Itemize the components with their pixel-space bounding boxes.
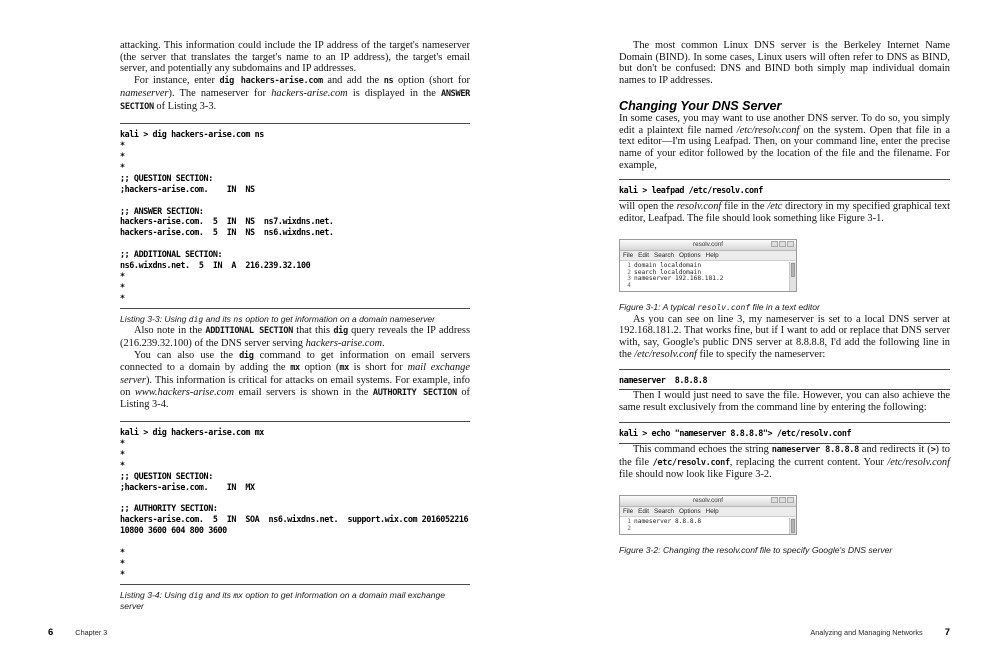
text-run: Figure 3-2: Changing the resolv.conf file to specify Google's DNS server xyxy=(619,544,893,555)
text-run: /etc/resolv.conf xyxy=(887,456,950,468)
paragraph-in-some-cases xyxy=(619,113,950,172)
code-line: ;hackers-arise.com. IN NS xyxy=(120,183,255,194)
window-title: resolv.conf xyxy=(693,240,723,248)
line-text xyxy=(634,282,638,289)
text-run: This command echoes the string xyxy=(633,443,772,455)
footer-right xyxy=(810,622,950,640)
paragraph-attacking xyxy=(120,40,470,75)
menu-item-search: Search xyxy=(654,251,674,259)
code-line: hackers-arise.com. 5 IN SOA ns6.wixdns.net. support.wix.com 2016052216 xyxy=(120,514,469,525)
code-line: * xyxy=(120,281,125,292)
code-line: nameserver 8.8.8.8 xyxy=(619,374,708,385)
text-run: and add the xyxy=(322,75,384,87)
text-run: mail exchange server xyxy=(120,362,470,387)
code-line xyxy=(120,536,470,547)
menu-item-search: Search xyxy=(654,507,674,515)
text-run: and its xyxy=(203,313,234,324)
code-line: * xyxy=(120,568,125,579)
text-run: www.hackers-arise.com xyxy=(134,386,234,398)
menu-item-edit: Edit xyxy=(638,507,650,515)
code-line: kali > echo "nameserver 8.8.8.8"> /etc/resolv.conf xyxy=(619,427,852,438)
line-number: 3 xyxy=(627,275,631,283)
code-line: * xyxy=(120,547,125,558)
menu-item-file: File xyxy=(623,507,634,515)
text-run: nameserver 8.8.8.8 xyxy=(771,444,859,455)
code-line: * xyxy=(120,459,125,470)
listing-3-3-code xyxy=(120,123,470,309)
paragraph-for-instance xyxy=(120,75,470,113)
text-run: that this xyxy=(292,325,334,337)
text-run: and its xyxy=(203,589,234,600)
text-run: /etc/resolv.conf xyxy=(736,124,800,136)
file-content xyxy=(622,519,788,533)
text-run: of Listing 3-3. xyxy=(153,100,217,112)
paragraph-then-i-would xyxy=(619,390,950,413)
code-line: * xyxy=(120,271,125,281)
text-run: You can also use the xyxy=(134,349,240,361)
text-run: ) to the file xyxy=(619,443,950,468)
code-line: kali > dig hackers-arise.com ns xyxy=(120,129,264,140)
text-run: file in the xyxy=(721,201,768,213)
text-run: on the system. Open that file in a text editor—I'm using Leafpad. Then, on your command line, enter the precise name of your editor followed by the location of the file and the filename. For example, xyxy=(619,124,950,171)
paragraph-this-command xyxy=(619,444,950,481)
text-run: hackers-arise.com xyxy=(271,87,348,99)
code-line: * xyxy=(120,292,125,303)
code-line xyxy=(120,493,470,504)
code-line xyxy=(120,195,470,206)
close-icon xyxy=(787,497,794,503)
text-run: option (short for xyxy=(393,75,470,87)
window-text-area xyxy=(620,517,796,534)
code-line: hackers-arise.com. 5 IN NS ns7.wixdns.net. xyxy=(120,216,334,227)
menu-item-options: Options xyxy=(678,507,701,515)
window-titlebar xyxy=(620,496,796,507)
menu-item-options: Options xyxy=(678,251,701,259)
text-run: Then I would just need to save the file. However, you can also achieve the same result exclusively from the command line by entering the following: xyxy=(619,390,950,414)
text-run: mx xyxy=(339,363,349,374)
text-run: directory in my specified graphical text editor, Leafpad. The file should look something like Figure 3-1. xyxy=(619,201,950,224)
code-line: ;; QUESTION SECTION: xyxy=(120,470,213,481)
line-text: domain localdomain xyxy=(634,261,702,269)
line-text xyxy=(634,525,638,532)
code-line: ;hackers-arise.com. IN MX xyxy=(120,481,255,492)
maximize-icon xyxy=(779,497,786,503)
scrollbar-thumb xyxy=(791,263,795,277)
text-run: In some cases, you may want to use another DNS server. To do so, you simply edit a plaintext file named xyxy=(619,112,950,136)
text-run: Figure 3-1: A typical xyxy=(619,302,698,313)
paragraph-will-open xyxy=(619,201,950,224)
text-run: file in a text editor xyxy=(750,302,820,313)
text-run: resolv.conf xyxy=(676,201,722,213)
text-run: dig xyxy=(333,326,348,337)
footer-left xyxy=(48,622,107,640)
code-line: ns6.wixdns.net. 5 IN A 216.239.32.100 xyxy=(120,260,311,271)
text-run: file should now look like Figure 3-2. xyxy=(619,469,772,481)
section-heading-changing-dns: Changing Your DNS Server xyxy=(619,98,782,113)
window-controls xyxy=(771,497,794,503)
code-line: ;; ADDITIONAL SECTION: xyxy=(120,249,223,260)
code-line: * xyxy=(120,448,125,459)
figure-3-1-leafpad-window xyxy=(619,239,797,293)
text-run: is displayed in the xyxy=(347,87,442,99)
code-line: kali > dig hackers-arise.com mx xyxy=(120,427,264,438)
chapter-title-label: Analyzing and Managing Networks xyxy=(810,628,923,637)
text-run: attacking. This information could include the IP address of the target's nameserver (the server that translates the target's name to an IP address), the target's email server, and potentially any subdomains and IP addresses. xyxy=(120,40,470,75)
code-line: hackers-arise.com. 5 IN NS ns6.wixdns.net. xyxy=(120,227,334,238)
text-run: dig xyxy=(239,350,254,361)
page-number: 7 xyxy=(944,627,950,638)
text-run: command to get information on email servers connected to a domain by adding the xyxy=(120,349,470,374)
text-run: file to specify the nameserver: xyxy=(696,348,826,360)
text-run: dig xyxy=(188,590,204,600)
code-line: kali > leafpad /etc/resolv.conf xyxy=(619,185,763,196)
window-titlebar xyxy=(620,240,796,251)
code-line: ;; QUESTION SECTION: xyxy=(120,172,213,183)
line-text: nameserver 8.8.8.8 xyxy=(634,517,702,525)
code-line: ;; AUTHORITY SECTION: xyxy=(120,503,218,514)
code-line: * xyxy=(120,438,125,449)
page-number: 6 xyxy=(48,627,54,638)
text-run: is short for xyxy=(348,362,408,374)
menu-item-file: File xyxy=(623,251,634,259)
line-text: nameserver 192.168.181.2 xyxy=(634,275,724,283)
text-run: option to get information on a domain mail exchange server xyxy=(120,589,446,612)
listing-3-3-caption xyxy=(120,314,470,326)
figure-3-2-caption xyxy=(619,545,950,556)
text-run: email servers is shown in the xyxy=(234,386,373,398)
line-number: 1 xyxy=(627,517,631,525)
code-leafpad-command xyxy=(619,179,950,201)
code-line: * xyxy=(120,161,125,172)
scrollbar xyxy=(789,262,796,292)
line-text: search localdomain xyxy=(634,268,702,276)
minimize-icon xyxy=(771,241,778,247)
listing-3-4-code xyxy=(120,421,470,585)
figure-3-2-leafpad-window xyxy=(619,495,797,535)
text-run: dig hackers-arise.com xyxy=(219,76,323,87)
text-run: ns xyxy=(383,76,394,87)
scrollbar-thumb xyxy=(791,519,795,533)
text-run: nameserver xyxy=(120,87,169,99)
text-run: Listing 3-4: Using xyxy=(120,589,189,600)
right-page xyxy=(619,40,950,555)
text-run: dig xyxy=(188,314,204,324)
line-number: 4 xyxy=(627,282,631,290)
text-run: AUTHORITY SECTION xyxy=(372,387,457,398)
code-line xyxy=(120,238,470,249)
menu-item-help: Help xyxy=(705,507,719,515)
text-run: mx xyxy=(233,590,243,600)
code-line: * xyxy=(120,151,125,162)
window-menubar xyxy=(620,507,796,517)
left-page xyxy=(120,40,470,612)
text-run: of Listing 3-4. xyxy=(120,386,470,411)
text-run: hackers-arise.com xyxy=(305,337,383,349)
window-text-area xyxy=(620,261,796,292)
text-run: Also note in the xyxy=(134,325,206,337)
text-run: As you can see on line 3, my nameserver is set to a local DNS server at 192.168.181.2. That works fine, but if I want to add or replace that DNS server with, say, Google's public DNS server at 8.8.8.8, I'd add the following line in the xyxy=(619,313,950,360)
text-run: and redirects it ( xyxy=(858,443,931,455)
minimize-icon xyxy=(771,497,778,503)
text-run: will open the xyxy=(619,201,677,213)
text-run: /etc/resolv.conf xyxy=(634,348,697,360)
paragraph-you-can-also xyxy=(120,350,470,412)
close-icon xyxy=(787,241,794,247)
text-run: option to get information on a domain nameserver xyxy=(243,313,436,324)
editor-line xyxy=(622,276,788,283)
code-line: ;; ANSWER SECTION: xyxy=(120,205,204,216)
scrollbar xyxy=(789,518,796,534)
text-run: ns xyxy=(233,314,243,324)
text-run: ). This information is critical for attacks on email systems. For example, info on xyxy=(120,375,470,398)
file-content xyxy=(622,263,788,291)
text-run: ANSWER SECTION xyxy=(120,88,470,112)
text-run: , replacing the current content. Your xyxy=(729,456,888,468)
text-run: mx xyxy=(290,363,300,374)
maximize-icon xyxy=(779,241,786,247)
editor-line xyxy=(622,283,788,290)
window-menubar xyxy=(620,251,796,261)
code-line: * xyxy=(120,140,125,151)
text-run: > xyxy=(930,444,936,455)
text-run: /etc/resolv.conf xyxy=(652,457,730,468)
paragraph-as-you-can-see xyxy=(619,314,950,361)
menu-item-edit: Edit xyxy=(638,251,650,259)
paragraph-also-note xyxy=(120,325,470,349)
code-nameserver-line xyxy=(619,369,950,391)
text-run: For instance, enter xyxy=(134,75,220,87)
window-title: resolv.conf xyxy=(693,496,723,504)
line-number: 2 xyxy=(627,524,631,532)
code-echo-command xyxy=(619,422,950,444)
text-run: The most common Linux DNS server is the Berkeley Internet Name Domain (BIND). In some cases, Linux users will often refer to DNS as BIND, but don't be confused: DNS and BIND both simply map individual domain names to IP addresses. xyxy=(619,40,950,87)
code-line: 10800 3600 604 800 3600 xyxy=(120,525,227,536)
line-number: 1 xyxy=(627,261,631,269)
editor-line xyxy=(622,526,788,533)
text-run: ADDITIONAL SECTION xyxy=(205,326,293,337)
text-run: . xyxy=(382,337,385,349)
editor-line xyxy=(622,519,788,526)
menu-item-help: Help xyxy=(705,251,719,259)
chapter-label: Chapter 3 xyxy=(75,628,108,637)
text-run: resolv.conf xyxy=(697,303,751,313)
text-run: Listing 3-3: Using xyxy=(120,313,189,324)
text-run: /etc xyxy=(767,201,783,213)
text-run: query reveals the IP address (216.239.32.100) of the DNS server serving xyxy=(120,325,470,349)
code-line: * xyxy=(120,558,125,569)
text-run: ). The nameserver for xyxy=(168,87,272,99)
paragraph-most-common xyxy=(619,40,950,87)
window-controls xyxy=(771,241,794,247)
line-number: 2 xyxy=(627,268,631,276)
figure-3-1-caption xyxy=(619,302,950,314)
listing-3-4-caption xyxy=(120,590,470,612)
text-run: option ( xyxy=(299,362,340,374)
